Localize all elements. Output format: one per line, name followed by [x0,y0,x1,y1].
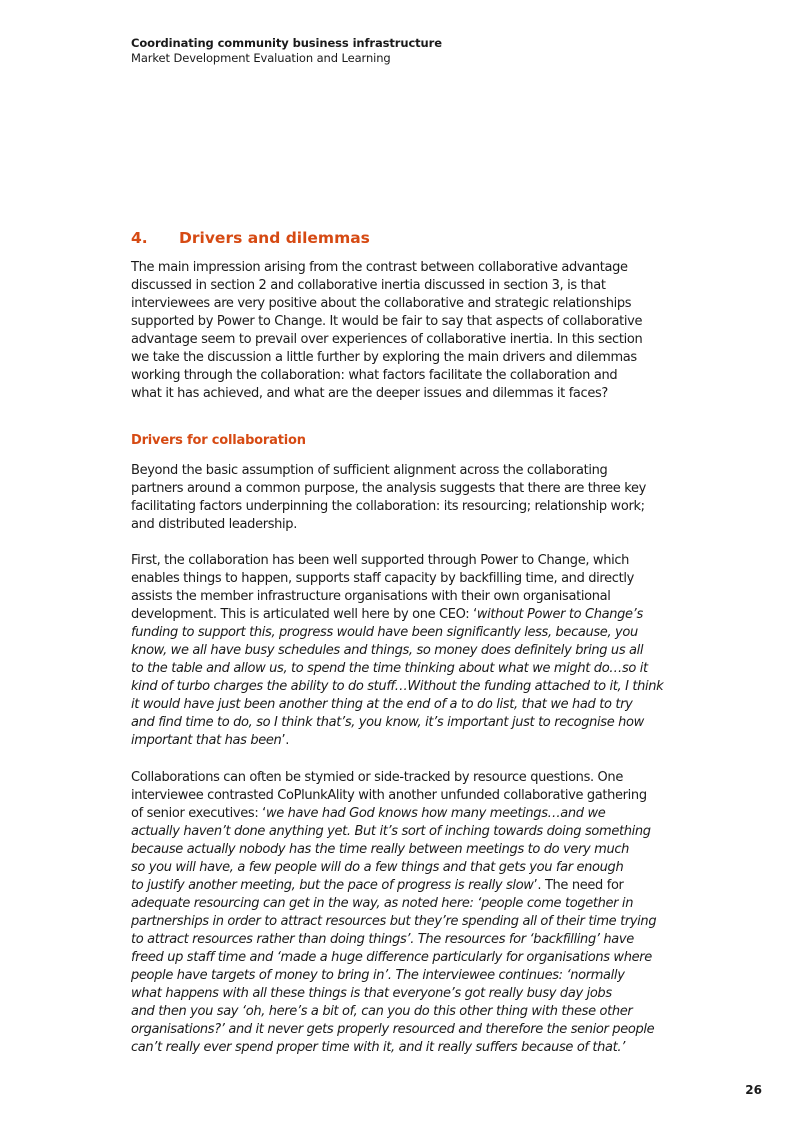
quote-line: so you will have, a few people will do a few things and that gets you far enough [131,860,624,875]
header-title: Coordinating community business infrastructure [131,36,442,50]
intro-line: what it has achieved, and what are the deeper issues and dilemmas it faces? [131,386,608,401]
paragraph-alignment [131,462,679,534]
quote-line: to the table and allow us, to spend the time thinking about what we might do…so it [131,661,648,676]
quote-line [131,895,679,913]
quote-line: because actually nobody has the time really between meetings to do very much [131,842,630,857]
quote-line: kind of turbo charges the ability to do stuff…Without the funding attached to it, I think [131,679,664,694]
intro-line: advantage seem to prevail over experiences of collaborative inertia. In this section [131,332,643,347]
quote-line: it would have just been another thing at the end of a to do list, that we had to try [131,697,633,712]
quote-run: people come together in [481,896,634,911]
intro-line: supported by Power to Change. It would be fair to say that aspects of collaborative [131,314,643,329]
intro-paragraph [131,259,679,403]
quote-run: important that has been [131,733,282,748]
text-run: of senior executives: ‘ [131,806,266,821]
paragraph-resourcing [131,552,679,750]
quote-run: we have had God knows how many meetings…and we [265,806,606,821]
quote-line: people have targets of money to bring in’. The interviewee continues: ‘normally [131,968,625,983]
running-header [131,36,751,66]
paragraph-line [131,877,679,895]
quote-line: know, we all have busy schedules and things, so money does definitely bring us all [131,643,644,658]
paragraph-line: enables things to happen, supports staff capacity by backfilling time, and directly [131,571,634,586]
section-number: 4. [131,229,148,247]
intro-line: we take the discussion a little further by exploring the main drivers and dilemmas [131,350,637,365]
intro-line: discussed in section 2 and collaborative inertia discussed in section 3, is that [131,278,606,293]
quote-line: funding to support this, progress would have been significantly less, because, you [131,625,638,640]
quote-line: and find time to do, so I think that’s, you know, it’s important just to recognise how [131,715,644,730]
paragraph-line: interviewee contrasted CoPlunkAlity with another unfunded collaborative gathering [131,788,647,803]
paragraph-line: partners around a common purpose, the analysis suggests that there are three key [131,481,646,496]
quote-line: organisations?’ and it never gets properly resourced and therefore the senior people [131,1022,655,1037]
section-title: Drivers and dilemmas [179,229,370,247]
paragraph-line: assists the member infrastructure organisations with their own organisational [131,589,611,604]
quote-line: partnerships in order to attract resources but they’re spending all of their time trying [131,914,657,929]
section-heading [131,228,370,248]
quote-line: freed up staff time and ‘made a huge difference particularly for organisations where [131,950,652,965]
paragraph-line: facilitating factors underpinning the collaboration: its resourcing; relationship work; [131,499,645,514]
paragraph-line: and distributed leadership. [131,517,297,532]
intro-line: working through the collaboration: what factors facilitate the collaboration and [131,368,618,383]
paragraph-stymied [131,769,679,1057]
header-subtitle: Market Development Evaluation and Learning [131,51,391,65]
quote-line: what happens with all these things is that everyone’s got really busy day jobs [131,986,612,1001]
page-number: 26 [745,1083,762,1097]
intro-line: interviewees are very positive about the collaborative and strategic relationships [131,296,632,311]
paragraph-line: First, the collaboration has been well supported through Power to Change, which [131,553,630,568]
paragraph-line: Beyond the basic assumption of sufficient alignment across the collaborating [131,463,608,478]
text-run: adequate resourcing can get in the way, as noted here: ‘ [131,896,482,911]
intro-line: The main impression arising from the contrast between collaborative advantage [131,260,628,275]
subheading-drivers: Drivers for collaboration [131,433,306,448]
paragraph-line [131,606,679,624]
quote-run: to justify another meeting, but the pace of progress is really slow [131,878,534,893]
quote-run: without Power to Change’s [476,607,643,622]
quote-line: and then you say ‘oh, here’s a bit of, can you do this other thing with these other [131,1004,633,1019]
quote-line: actually haven’t done anything yet. But it’s sort of inching towards doing something [131,824,651,839]
paragraph-line [131,732,679,750]
text-run: ’. The need for [533,878,624,893]
quote-line: can’t really ever spend proper time with it, and it really suffers because of that.’ [131,1040,625,1055]
paragraph-line: Collaborations can often be stymied or side-tracked by resource questions. One [131,770,623,785]
quote-line: to attract resources rather than doing things’. The resources for ‘backfilling’ have [131,932,634,947]
text-run: ’. [281,733,290,748]
text-run: development. This is articulated well here by one CEO: ‘ [131,607,477,622]
paragraph-line [131,805,679,823]
